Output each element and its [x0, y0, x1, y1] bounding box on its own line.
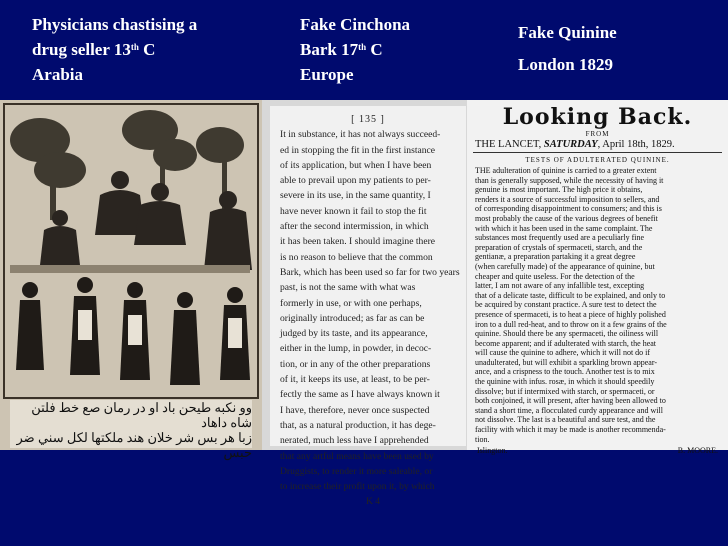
book-text-line: severe in its use, in the same quantity, I [280, 190, 431, 202]
book-text-line: past, is not the same with what was [280, 282, 416, 294]
book-text-line: originally introduced; as far as can be [280, 312, 425, 324]
caption-line: Bark 17th C [300, 40, 383, 59]
article-text-line: stand a short time, a flocculated curdy appearance and will [475, 405, 663, 415]
article-signature [467, 444, 728, 455]
miniature-painting-image [0, 100, 262, 460]
lancet-masthead: THE LANCET, SATURDAY, April 18th, 1829. [475, 139, 675, 150]
article-text-line: most probably the cause of the various degrees of benefit [475, 213, 658, 223]
article-text-line: tion. [475, 434, 490, 444]
book-text-line: judged by its taste, and its appearance, [280, 328, 428, 340]
script-line: وو نكبه طيحن باد او در رمان صع خط فلتن شاه داهاد [31, 400, 252, 430]
book-text-line: Druggists, to render it more saleable, or [280, 465, 433, 477]
article-text-line: than is generally supposed, while the necessity of having it [475, 175, 664, 185]
lancet-article [467, 100, 728, 456]
article-text-line: substances most frequently used are a peculiarly fine [475, 233, 645, 243]
book-text-line: formerly in use, or with one perhaps, [280, 297, 422, 309]
book-text-line: is no reason to believe that the common [280, 251, 433, 263]
book-text [270, 127, 466, 494]
book-text-line: of it, it keeps its use, at least, to be per- [280, 374, 430, 386]
book-text-line: able to prevail upon my patients to per- [280, 175, 431, 187]
article-text-line: gentianæ, a preparation partaking it a great degree [475, 252, 636, 262]
article-text-line: with which it has been used in the same complaint. The [475, 223, 653, 233]
book-page-number: [ 135 ] [351, 114, 385, 125]
article-text-line: not dissolve. The last is a beautiful and sure test, and the [475, 415, 656, 425]
article-text-line: dissolve; but if intermixed with starch, or spermaceti, or [475, 386, 655, 396]
caption-line: London 1829 [518, 55, 613, 74]
caption-line: Arabia [32, 65, 83, 84]
article-text-line: ance, and a crispness to the touch. Another test is to mix [475, 367, 655, 377]
book-text-line: that, as a natural production, it has dege- [280, 419, 436, 431]
signature-name: B. MOORE. [677, 446, 718, 456]
article-text-line: facility with which it may be made is another recommenda- [475, 425, 666, 435]
book-text-line: after the second intermission, in which [280, 221, 429, 233]
book-text-line: ed in stopping the fit in the first instance [280, 144, 436, 156]
caption-cinchona [300, 12, 500, 87]
article-text-line: of corresponding disappointment to consumers; and this is [475, 204, 662, 214]
article-text-line: the quinine with infus. rosæ, in which it should speedily [475, 377, 655, 387]
article-text-line: quinine. Should there be any spermaceti, the oiliness will [475, 329, 659, 339]
article-text-line: THE adulteration of quinine is carried to a greater extent [475, 166, 657, 175]
persian-script-text [10, 400, 252, 460]
article-subtitle: TESTS OF ADULTERATED QUININE. [525, 156, 670, 164]
book-text-line: fectly the same as I have always known it [280, 389, 440, 401]
article-text-line: be acquired by constant practice. A sure test to detect the [475, 300, 657, 310]
divider [473, 152, 722, 153]
article-text-line: (when carefully made) of the appearance of quinine, but [475, 261, 655, 271]
painting-illustration [0, 100, 262, 450]
article-text-line: become apparent; and if adulterated with starch, the heat [475, 338, 657, 348]
lancet-clipping-image [467, 100, 728, 456]
book-text-line: tion, or in any of the other preparations [280, 358, 431, 370]
book-text-line: it has been taken. I should imagine there [280, 236, 436, 248]
caption-quinine [518, 17, 718, 81]
article-text-line: cheaper and quite useless. For the detection of the [475, 271, 635, 281]
looking-back-title: Looking Back. [502, 104, 693, 130]
book-text-line: nerated, much less have I apprehended [280, 435, 429, 447]
book-text-line: I have, therefore, never once suspected [280, 404, 430, 416]
article-text-line: will cause the quinine to adhere, which it will not do if [475, 348, 651, 358]
book-page-image [262, 100, 467, 508]
book-signature-mark: K 4 [365, 496, 381, 508]
script-line: زبا هر بس شر خلان هند ملكتها لكل سني ضر حبس [16, 430, 252, 460]
book-text-line: It in substance, it has not always succeed- [280, 129, 441, 141]
article-text-line: presence of spermaceti, is to heat a piece of highly polished [475, 309, 666, 319]
book-page [270, 106, 466, 508]
book-text-line: that any artful means have been used by [280, 450, 434, 462]
article-text-line: unadulterated, but will exhibit a sparkling brown appear- [475, 357, 658, 367]
article-text-line: both conjoined, it will present, after having been allowed to [475, 396, 666, 406]
article-text-line: that of a delicate taste, difficult to be explained, and only to [475, 290, 666, 300]
book-text-line: either in the lump, in powder, in decoc- [280, 343, 432, 355]
caption-line: Physicians chastising a [32, 15, 198, 34]
caption-line: drug seller 13th C [32, 40, 156, 59]
caption-arabia [32, 12, 262, 87]
article-text-line: renders it a source of successful imposition to sellers, and [475, 194, 660, 204]
book-text-line: have never known it fail to stop the fit [280, 205, 427, 217]
book-text-line: of its application, but when I have been [280, 159, 432, 171]
article-body [467, 164, 728, 444]
article-text-line: genuine is most important. The high price it obtains, [475, 185, 643, 195]
book-text-line: to increase their profit upon it, by which [280, 481, 435, 493]
caption-line: Europe [300, 65, 354, 84]
caption-line: Fake Quinine [518, 23, 617, 42]
signature-place: Islington. [477, 446, 508, 456]
book-text-line: Bark, which has been used so far for two years [280, 266, 460, 278]
caption-line: Fake Cinchona [300, 15, 411, 34]
from-label: FROM [585, 130, 610, 138]
article-text-line: latter, I am not aware of any infallible test, excepting [475, 281, 645, 291]
article-text-line: preparation of crystals of spermaceti, starch, and the [475, 242, 643, 252]
article-text-line: iron to a dull red-heat, and to throw on it a few grains of the [475, 319, 667, 329]
